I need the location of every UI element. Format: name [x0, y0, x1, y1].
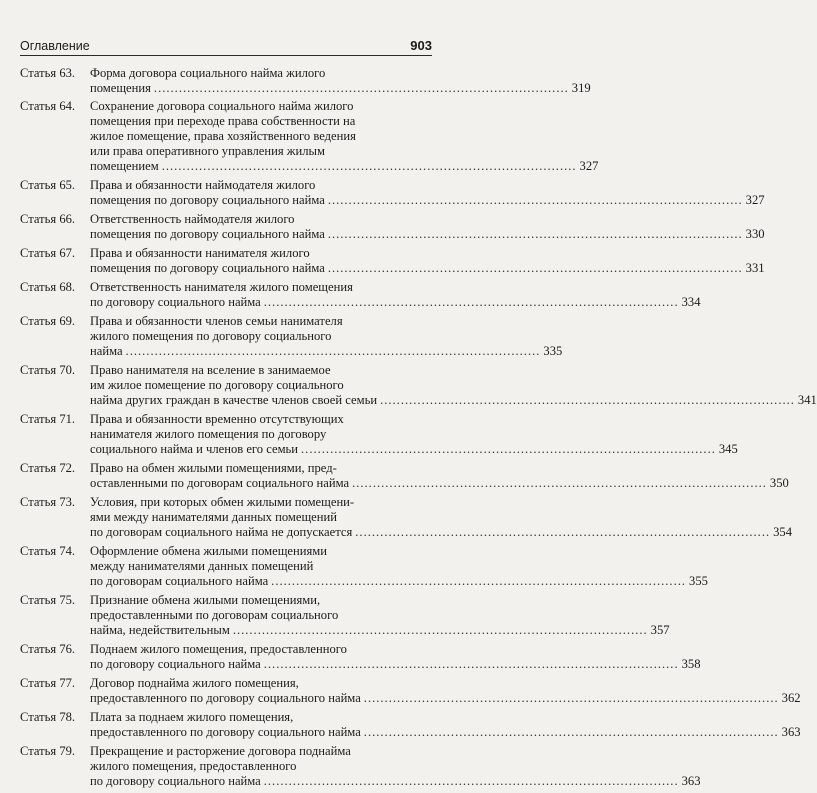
toc-entry-page: 345	[718, 442, 738, 456]
toc-entry	[20, 280, 701, 310]
toc-entry-label: Статья 71.	[20, 412, 76, 426]
table-of-contents	[20, 66, 817, 793]
toc-entry-page: 362	[781, 691, 801, 705]
toc-entry-line: найма других граждан в качестве членов своей семьи	[90, 393, 378, 407]
toc-entry-line: предоставленного по договору социального найма	[90, 725, 361, 739]
toc-entry-page: 354	[773, 525, 793, 539]
toc-entry-page: 363	[781, 725, 801, 739]
toc-entry-line: Оформление обмена жилыми помещениями	[90, 544, 328, 558]
dot-leader	[328, 193, 743, 208]
toc-entry-page: 350	[769, 476, 789, 490]
toc-entry-label: Статья 70.	[20, 363, 76, 377]
toc-entry-title	[90, 495, 792, 540]
toc-entry	[20, 178, 765, 208]
dot-leader	[264, 295, 679, 310]
toc-entry-label: Статья 69.	[20, 314, 76, 328]
toc-entry-line: Права и обязанности временно отсутствующих	[90, 412, 344, 426]
toc-entry-label: Статья 76.	[20, 642, 76, 656]
toc-entry-line: по договору социального найма	[90, 657, 261, 671]
toc-entry-page: 319	[571, 81, 591, 95]
toc-entry-page: 327	[745, 193, 765, 207]
toc-entry-line: Ответственность нанимателя жилого помещения	[90, 280, 353, 294]
page-header	[20, 33, 432, 56]
toc-entry-line: Условия, при которых обмен жилыми помещени-	[90, 495, 355, 509]
dot-leader	[126, 344, 541, 359]
toc-entry-label: Статья 74.	[20, 544, 76, 558]
toc-entry-title	[90, 744, 700, 789]
toc-entry-line: жилого помещения по договору социального	[90, 329, 332, 343]
toc-entry-title	[90, 412, 738, 457]
toc-entry-label: Статья 77.	[20, 676, 76, 690]
toc-entry-last-line	[90, 691, 801, 706]
toc-entry-line: помещения	[90, 81, 151, 95]
toc-entry-line: предоставленными по договорам социального	[90, 608, 339, 622]
toc-entry-line: найма	[90, 344, 123, 358]
dot-leader	[162, 159, 577, 174]
toc-entry-page: 330	[745, 227, 765, 241]
toc-entry-page: 357	[650, 623, 670, 637]
toc-entry-last-line	[90, 261, 765, 276]
toc-entry	[20, 461, 789, 491]
toc-entry-line: Договор поднайма жилого помещения,	[90, 676, 299, 690]
toc-entry-label: Статья 64.	[20, 99, 76, 113]
dot-leader	[301, 442, 716, 457]
dot-leader	[380, 393, 795, 408]
toc-entry	[20, 212, 765, 242]
dot-leader	[271, 574, 686, 589]
dot-leader	[264, 657, 679, 672]
toc-entry-title	[90, 212, 765, 242]
dot-leader	[328, 227, 743, 242]
toc-entry-line: жилое помещение, права хозяйственного ведения	[90, 129, 356, 143]
toc-entry-line: Права и обязанности нанимателя жилого	[90, 246, 310, 260]
toc-entry-last-line	[90, 574, 708, 589]
toc-entry-title	[90, 314, 562, 359]
toc-entry-line: по договорам социального найма не допускается	[90, 525, 353, 539]
toc-entry-page: 358	[681, 657, 701, 671]
toc-entry-line: помещением	[90, 159, 159, 173]
dot-leader	[154, 81, 569, 96]
dot-leader	[364, 691, 779, 706]
toc-entry-page: 355	[689, 574, 708, 588]
toc-entry-line: Права и обязанности наймодателя жилого	[90, 178, 316, 192]
dot-leader	[328, 261, 743, 276]
toc-entry-line: Плата за поднаем жилого помещения,	[90, 710, 294, 724]
toc-entry-title	[90, 593, 670, 638]
toc-entry-label: Статья 75.	[20, 593, 76, 607]
toc-entry-line: ями между нанимателями данных помещений	[90, 510, 337, 524]
toc-entry-label: Статья 72.	[20, 461, 76, 475]
toc-entry	[20, 710, 801, 740]
toc-entry-page: 335	[543, 344, 563, 358]
toc-entry	[20, 246, 765, 276]
toc-entry-title	[90, 363, 817, 408]
toc-entry-last-line	[90, 81, 591, 96]
toc-entry	[20, 66, 591, 96]
toc-entry	[20, 642, 701, 672]
toc-entry-last-line	[90, 295, 700, 310]
toc-entry-line: социального найма и членов его семьи	[90, 442, 299, 456]
toc-entry	[20, 363, 817, 408]
toc-entry-label: Статья 68.	[20, 280, 76, 294]
toc-entry-last-line	[90, 344, 562, 359]
toc-entry-title	[90, 544, 708, 589]
toc-entry	[20, 412, 738, 457]
toc-entry-label: Статья 63.	[20, 66, 76, 80]
toc-entry-line: Поднаем жилого помещения, предоставленного	[90, 642, 347, 656]
toc-entry-title	[90, 676, 801, 706]
toc-entry	[20, 744, 701, 789]
toc-entry-line: помещения по договору социального найма	[90, 193, 325, 207]
toc-entry-last-line	[90, 393, 817, 408]
toc-entry	[20, 676, 801, 706]
toc-entry-label: Статья 67.	[20, 246, 76, 260]
dot-leader	[233, 623, 648, 638]
toc-entry-last-line	[90, 774, 700, 789]
toc-entry-label: Статья 79.	[20, 744, 76, 758]
toc-entry-line: по договору социального найма	[90, 774, 261, 788]
toc-entry-line: помещения по договору социального найма	[90, 261, 325, 275]
toc-entry-last-line	[90, 442, 738, 457]
toc-entry-page: 327	[579, 159, 599, 173]
toc-entry-line: Право на обмен жилыми помещениями, пред-	[90, 461, 337, 475]
toc-entry	[20, 314, 563, 359]
toc-entry-last-line	[90, 525, 792, 540]
toc-entry-title	[90, 710, 801, 740]
toc-entry-page: 341	[797, 393, 817, 407]
toc-entry-title	[90, 178, 765, 208]
toc-entry	[20, 544, 708, 589]
toc-entry-title	[90, 642, 700, 672]
toc-entry-label: Статья 78.	[20, 710, 76, 724]
toc-entry-line: между нанимателями данных помещений	[90, 559, 314, 573]
toc-entry-line: предоставленного по договору социального найма	[90, 691, 361, 705]
toc-entry-last-line	[90, 227, 765, 242]
toc-entry-last-line	[90, 193, 765, 208]
toc-entry-line: Право нанимателя на вселение в занимаемое	[90, 363, 331, 377]
toc-entry-line: оставленными по договорам социального найма	[90, 476, 350, 490]
toc-entry-line: Признание обмена жилыми помещениями,	[90, 593, 321, 607]
page-number: 903	[410, 38, 432, 53]
toc-entry-line: по договорам социального найма	[90, 574, 269, 588]
toc-entry-label: Статья 65.	[20, 178, 76, 192]
toc-entry-title	[90, 99, 598, 174]
toc-entry-label: Статья 66.	[20, 212, 76, 226]
toc-entry	[20, 99, 599, 174]
toc-entry-line: по договору социального найма	[90, 295, 261, 309]
toc-entry-title	[90, 280, 700, 310]
toc-entry-line: Ответственность наймодателя жилого	[90, 212, 295, 226]
toc-entry-last-line	[90, 657, 700, 672]
toc-entry-title	[90, 461, 789, 491]
toc-entry-line: Сохранение договора социального найма жилого	[90, 99, 354, 113]
toc-entry-line: найма, недействительным	[90, 623, 230, 637]
toc-entry-page: 334	[681, 295, 701, 309]
toc-entry-line: Права и обязанности членов семьи нанимателя	[90, 314, 343, 328]
toc-entry-title	[90, 246, 765, 276]
toc-entry-line: им жилое помещение по договору социального	[90, 378, 344, 392]
toc-entry	[20, 593, 670, 638]
toc-entry-last-line	[90, 623, 670, 638]
toc-entry-line: нанимателя жилого помещения по договору	[90, 427, 327, 441]
toc-entry-line: или права оперативного управления жилым	[90, 144, 325, 158]
toc-entry-line: помещения при переходе права собственности на	[90, 114, 356, 128]
dot-leader	[364, 725, 779, 740]
toc-entry-last-line	[90, 476, 789, 491]
toc-entry-line: помещения по договору социального найма	[90, 227, 325, 241]
dot-leader	[352, 476, 767, 491]
toc-entry-last-line	[90, 725, 801, 740]
toc-entry-label: Статья 73.	[20, 495, 76, 509]
toc-entry	[20, 495, 793, 540]
running-title: Оглавление	[20, 39, 90, 53]
toc-entry-title	[90, 66, 591, 96]
toc-entry-last-line	[90, 159, 598, 174]
toc-entry-page: 363	[681, 774, 701, 788]
dot-leader	[355, 525, 770, 540]
toc-entry-line: Прекращение и расторжение договора поднайма	[90, 744, 351, 758]
toc-entry-page: 331	[745, 261, 765, 275]
toc-entry-line: Форма договора социального найма жилого	[90, 66, 326, 80]
dot-leader	[264, 774, 679, 789]
toc-entry-line: жилого помещения, предоставленного	[90, 759, 297, 773]
